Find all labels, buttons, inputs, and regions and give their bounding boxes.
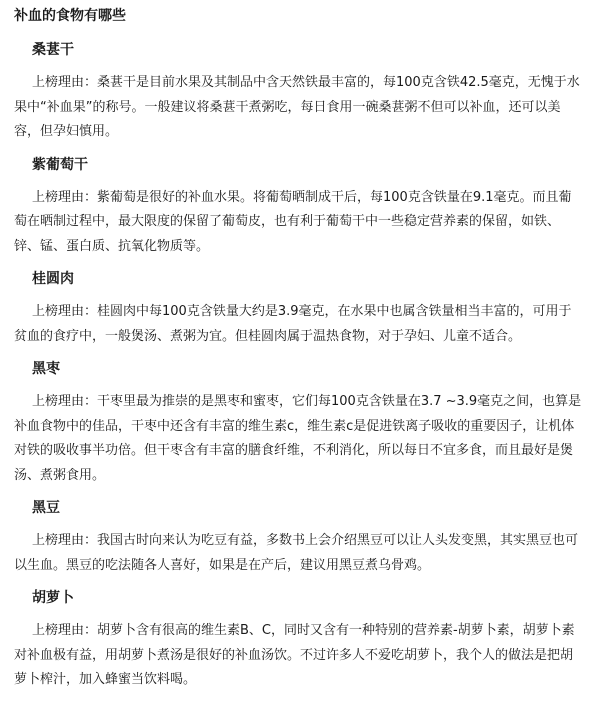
food-item-longan (14, 269, 583, 349)
page-title: 补血的食物有哪些 (14, 8, 126, 24)
item-heading: 紫葡萄干 (32, 156, 88, 173)
item-heading: 桂圆肉 (32, 271, 74, 287)
food-item-raisin (14, 155, 583, 260)
food-item-carrot (14, 588, 583, 693)
food-item-mulberry (14, 40, 583, 145)
item-body: 上榜理由：桂圆肉中每100克含铁量大约是3.9毫克，在水果中也属含铁量相当丰富的，可用于贫血的食疗中，一般煲汤、煮粥为宜。但桂圆肉属于温热食物，对于孕妇、儿童不适合。 (14, 304, 572, 344)
item-body: 上榜理由：胡萝卜含有很高的维生素B、C，同时又含有一种特别的营养素-胡萝卜素，胡萝卜素对补血极有益，用胡萝卜煮汤是很好的补血汤饮。不过许多人不爱吃胡萝卜，我个人的做法是把胡萝卜榨汁，加入蜂蜜当饮料喝。 (14, 623, 575, 687)
item-heading: 黑枣 (32, 361, 60, 377)
food-item-black-bean (14, 498, 583, 578)
item-body: 上榜理由：紫葡萄是很好的补血水果。将葡萄晒制成干后，每100克含铁量在9.1毫克。而且葡萄在晒制过程中，最大限度的保留了葡萄皮，也有利于葡萄干中一些稳定营养素的保留，如铁、锌、锰、蛋白质、抗氧化物质等。 (14, 189, 572, 254)
item-heading: 黑豆 (32, 500, 60, 516)
item-body: 上榜理由：桑葚干是目前水果及其制品中含天然铁最丰富的，每100克含铁42.5毫克，无愧于水果中“补血果”的称号。一般建议将桑葚干煮粥吃，每日食用一碗桑葚粥不但可以补血，还可以美容，但孕妇慎用。 (14, 75, 580, 139)
food-item-black-date (14, 359, 583, 488)
item-body: 上榜理由：干枣里最为推崇的是黑枣和蜜枣，它们每100克含铁量在3.7 ~3.9毫克之间，也算是补血食物中的佳品，干枣中还含有丰富的维生素c，维生素c是促进铁离子吸收的重要因子，让机体对铁的吸收事半功倍。但干枣含有丰富的膳食纤维，不利消化，所以每日不宜多食，而且最好是煲汤、煮粥食用。 (14, 394, 582, 483)
item-heading: 胡萝卜 (32, 590, 74, 606)
item-heading: 桑葚干 (32, 42, 74, 58)
item-body: 上榜理由：我国古时向来认为吃豆有益，多数书上会介绍黑豆可以让人头发变黑，其实黑豆也可以生血。黑豆的吃法随各人喜好，如果是在产后，建议用黑豆煮乌骨鸡。 (14, 533, 579, 573)
